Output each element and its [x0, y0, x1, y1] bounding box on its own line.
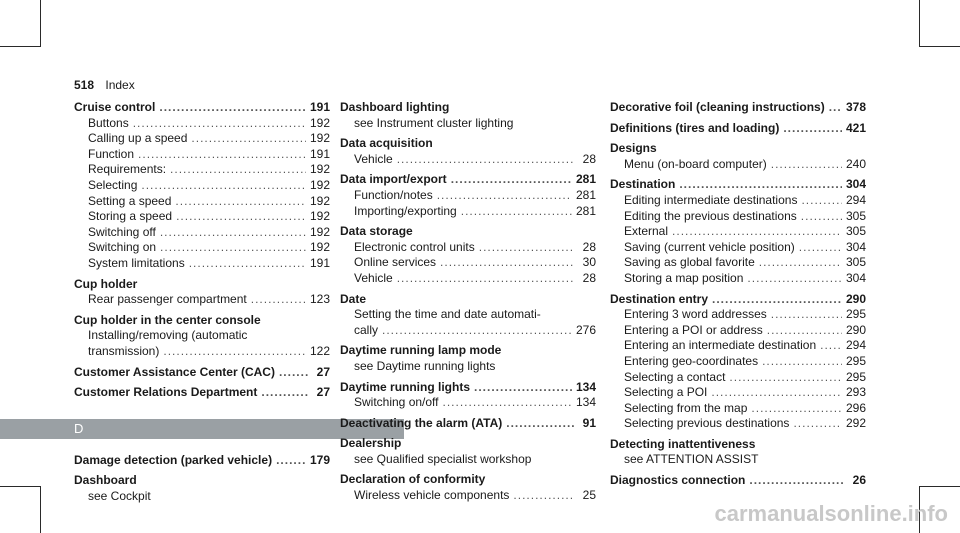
- leader-dots: [170, 162, 306, 178]
- entry-text: Daytime running lights: [340, 379, 471, 394]
- leader-dots: [276, 453, 306, 469]
- entry-text: Saving (current vehicle position): [624, 239, 795, 254]
- crop-mark: [919, 46, 960, 47]
- leader-dots: [506, 416, 574, 432]
- entry-text: cally: [354, 322, 379, 337]
- entry-text: Selecting a POI: [624, 385, 708, 400]
- page-reference[interactable]: 295: [845, 307, 866, 322]
- index-heading: [610, 141, 866, 157]
- index-column-3: [610, 100, 866, 489]
- page-reference[interactable]: 122: [309, 343, 330, 358]
- entry-text: Data import/export: [340, 172, 447, 187]
- index-subentry: [74, 292, 330, 308]
- leader-dots: [160, 225, 306, 241]
- entry-text: Decorative foil (cleaning instructions): [610, 100, 825, 114]
- leader-dots: [759, 255, 842, 271]
- index-subentry: [610, 271, 866, 287]
- page-reference[interactable]: 378: [845, 100, 866, 114]
- page-reference[interactable]: 28: [582, 270, 596, 285]
- entry-text: see Qualified specialist workshop: [354, 451, 532, 466]
- index-list: [610, 100, 866, 489]
- index-heading: [340, 136, 596, 152]
- index-subentry: [610, 323, 866, 339]
- page-reference[interactable]: 192: [309, 193, 330, 208]
- page-reference[interactable]: 134: [575, 395, 596, 410]
- leader-dots: [176, 209, 306, 225]
- entry-text: Storing a map position: [624, 270, 744, 285]
- page-reference[interactable]: 421: [845, 120, 866, 135]
- leader-dots: [133, 116, 306, 132]
- page-reference[interactable]: 28: [582, 151, 596, 166]
- index-heading: [610, 121, 866, 137]
- page-number: 518: [74, 78, 95, 92]
- index-subentry: [610, 370, 866, 386]
- leader-dots: [175, 194, 306, 210]
- index-subentry: [610, 240, 866, 256]
- leader-dots: [751, 401, 842, 417]
- entry-text: Wireless vehicle components: [354, 488, 510, 503]
- page-reference[interactable]: 191: [309, 146, 330, 161]
- page-reference[interactable]: 295: [845, 369, 866, 384]
- page-reference[interactable]: 281: [575, 203, 596, 218]
- index-subentry: [74, 147, 330, 163]
- index-subentry: [610, 157, 866, 173]
- leader-dots: [771, 157, 842, 173]
- leader-dots: [479, 240, 574, 256]
- entry-text: see ATTENTION ASSIST: [624, 452, 759, 467]
- index-subentry: [340, 359, 596, 375]
- page-reference[interactable]: 304: [845, 270, 866, 285]
- entry-text: Destination: [610, 177, 676, 192]
- crop-mark: [0, 486, 41, 487]
- leader-dots: [711, 385, 842, 401]
- leader-dots: [799, 240, 842, 256]
- crop-mark: [919, 0, 920, 47]
- page-reference[interactable]: 240: [845, 156, 866, 171]
- entry-text: Data storage: [340, 224, 413, 239]
- entry-text: Destination entry: [610, 291, 709, 306]
- index-subentry: [610, 452, 866, 468]
- entry-text: Entering an intermediate destination: [624, 338, 817, 353]
- index-subentry: [74, 328, 330, 344]
- page-reference[interactable]: 27: [316, 364, 330, 379]
- leader-dots: [261, 385, 308, 401]
- index-list: [74, 100, 330, 401]
- entry-text: Function: [88, 146, 135, 161]
- page-reference[interactable]: 191: [309, 100, 330, 114]
- entry-text: Entering 3 word addresses: [624, 307, 767, 322]
- leader-dots: [451, 172, 572, 188]
- leader-dots: [440, 255, 574, 271]
- index-heading: [610, 292, 866, 308]
- entry-text: Cup holder in the center console: [74, 312, 261, 327]
- leader-dots: [749, 473, 844, 489]
- index-heading: [74, 100, 330, 116]
- entry-text: transmission): [88, 343, 160, 358]
- entry-text: see Instrument cluster lighting: [354, 115, 514, 130]
- index-subentry: [340, 116, 596, 132]
- index-subentry: [74, 162, 330, 178]
- entry-text: Buttons: [88, 115, 129, 130]
- index-subentry: [610, 385, 866, 401]
- page-reference[interactable]: 276: [575, 322, 596, 337]
- entry-text: Daytime running lamp mode: [340, 343, 502, 358]
- leader-dots: [251, 292, 306, 308]
- index-subentry: [610, 307, 866, 323]
- page-reference[interactable]: 192: [309, 115, 330, 130]
- entry-text: Calling up a speed: [88, 131, 188, 146]
- watermark: carmanualsonline.info: [714, 501, 948, 526]
- page-reference[interactable]: 304: [845, 177, 866, 192]
- entry-text: External: [624, 224, 669, 239]
- entry-text: Damage detection (parked vehicle): [74, 452, 273, 467]
- entry-text: Setting the time and date automati-: [354, 307, 541, 322]
- leader-dots: [801, 193, 842, 209]
- entry-text: Selecting previous destinations: [624, 416, 790, 431]
- page-reference[interactable]: 281: [575, 187, 596, 202]
- entry-text: Installing/removing (automatic: [88, 328, 248, 343]
- leader-dots: [672, 224, 842, 240]
- entry-text: Detecting inattentiveness: [610, 436, 756, 451]
- leader-dots: [189, 256, 306, 272]
- entry-text: Dashboard: [74, 473, 137, 488]
- page-reference[interactable]: 28: [582, 239, 596, 254]
- index-heading: [340, 416, 596, 432]
- crop-mark: [40, 486, 41, 533]
- entry-text: Definitions (tires and loading): [610, 120, 780, 135]
- page-reference[interactable]: 192: [309, 224, 330, 239]
- index-subentry: [610, 209, 866, 225]
- index-subentry: [74, 116, 330, 132]
- entry-text: Importing/exporting: [354, 203, 457, 218]
- leader-dots: [747, 271, 842, 287]
- index-subentry: [74, 240, 330, 256]
- leader-dots: [801, 209, 842, 225]
- entry-text: Cup holder: [74, 276, 138, 291]
- leader-dots: [382, 323, 572, 339]
- entry-text: see Daytime running lights: [354, 358, 496, 373]
- entry-text: Requirements:: [88, 162, 167, 177]
- page-reference[interactable]: 191: [309, 255, 330, 270]
- leader-dots: [159, 100, 306, 116]
- leader-dots: [191, 131, 306, 147]
- entry-text: Online services: [354, 255, 437, 270]
- leader-dots: [767, 323, 842, 339]
- entry-text: Cruise control: [74, 100, 156, 114]
- entry-text: Customer Relations Department: [74, 385, 258, 400]
- index-subentry: [74, 225, 330, 241]
- leader-dots: [141, 178, 306, 194]
- entry-text: Entering geo-coordinates: [624, 353, 759, 368]
- index-subentry: [610, 193, 866, 209]
- index-heading: [610, 177, 866, 193]
- entry-text: Function/notes: [354, 187, 433, 202]
- index-heading: [340, 343, 596, 359]
- page-reference[interactable]: 294: [845, 192, 866, 207]
- index-heading: [74, 453, 330, 469]
- page-reference[interactable]: 281: [575, 172, 596, 187]
- entry-text: Menu (on-board computer): [624, 156, 767, 171]
- index-subentry: [340, 188, 596, 204]
- entry-text: Dealership: [340, 436, 402, 451]
- page-reference[interactable]: 304: [845, 239, 866, 254]
- page-reference[interactable]: 192: [309, 209, 330, 224]
- entry-text: Editing the previous destinations: [624, 208, 797, 223]
- page-reference[interactable]: 27: [316, 385, 330, 400]
- index-subentry: [610, 224, 866, 240]
- entry-text: Storing a speed: [88, 209, 173, 224]
- entry-text: Switching on: [88, 240, 157, 255]
- index-subentry: [340, 255, 596, 271]
- entry-text: Customer Assistance Center (CAC): [74, 364, 275, 379]
- index-subentry: [610, 338, 866, 354]
- index-heading: [74, 473, 330, 489]
- entry-text: see Cockpit: [88, 488, 151, 503]
- page-reference[interactable]: 293: [845, 385, 866, 400]
- index-subentry: [610, 416, 866, 432]
- entry-text: Selecting a contact: [624, 369, 726, 384]
- page-reference[interactable]: 296: [845, 400, 866, 415]
- page-header: [74, 78, 135, 92]
- leader-dots: [163, 344, 306, 360]
- index-subentry: [74, 344, 330, 360]
- page-reference[interactable]: 294: [845, 338, 866, 353]
- index-subentry: [74, 178, 330, 194]
- index-subentry: [74, 194, 330, 210]
- leader-dots: [160, 240, 306, 256]
- leader-dots: [397, 152, 574, 168]
- index-heading: [340, 472, 596, 488]
- leader-dots: [829, 100, 842, 116]
- entry-text: System limitations: [88, 255, 185, 270]
- index-heading: [74, 365, 330, 381]
- page-reference[interactable]: 192: [309, 162, 330, 177]
- index-heading: [340, 292, 596, 308]
- leader-dots: [820, 338, 842, 354]
- entry-text: Rear passenger compartment: [88, 292, 247, 307]
- index-subentry: [340, 307, 596, 323]
- index-subentry: [340, 323, 596, 339]
- index-heading: [340, 172, 596, 188]
- entry-text: Selecting from the map: [624, 400, 748, 415]
- entry-text: Data acquisition: [340, 136, 433, 151]
- leader-dots: [712, 292, 842, 308]
- entry-text: Declaration of conformity: [340, 472, 486, 487]
- crop-mark: [0, 46, 41, 47]
- letter-divider: D: [0, 419, 404, 439]
- entry-text: Saving as global favorite: [624, 255, 755, 270]
- crop-mark: [40, 0, 41, 47]
- leader-dots: [679, 177, 842, 193]
- page-reference[interactable]: 25: [582, 488, 596, 503]
- page-reference[interactable]: 305: [845, 224, 866, 239]
- index-subentry: [74, 489, 330, 505]
- index-subentry: [340, 395, 596, 411]
- entry-text: Selecting: [88, 177, 138, 192]
- index-column-2: [340, 100, 596, 504]
- index-subentry: [340, 240, 596, 256]
- leader-dots: [513, 488, 574, 504]
- index-subentry: [340, 271, 596, 287]
- index-subentry: [610, 401, 866, 417]
- index-heading: [340, 100, 596, 116]
- entry-text: Vehicle: [354, 270, 393, 285]
- leader-dots: [771, 307, 842, 323]
- entry-text: Switching on/off: [354, 395, 439, 410]
- page-reference[interactable]: 179: [309, 452, 330, 467]
- index-heading: [340, 380, 596, 396]
- index-subentry: [610, 255, 866, 271]
- leader-dots: [793, 416, 842, 432]
- section-title: Index: [105, 78, 135, 92]
- entry-text: Diagnostics connection: [610, 473, 746, 488]
- entry-text: Vehicle: [354, 151, 393, 166]
- leader-dots: [138, 147, 306, 163]
- leader-dots: [474, 380, 572, 396]
- entry-text: Deactivating the alarm (ATA): [340, 415, 503, 430]
- page-reference[interactable]: 192: [309, 240, 330, 255]
- index-subentry: [74, 209, 330, 225]
- leader-dots: [729, 370, 842, 386]
- page-reference[interactable]: 192: [309, 131, 330, 146]
- index-heading: [340, 224, 596, 240]
- entry-text: Designs: [610, 141, 657, 156]
- index-list: [340, 100, 596, 504]
- page-reference[interactable]: 305: [845, 255, 866, 270]
- page-reference[interactable]: 290: [845, 291, 866, 306]
- entry-text: Setting a speed: [88, 193, 172, 208]
- leader-dots: [279, 365, 308, 381]
- index-subentry: [74, 131, 330, 147]
- index-heading: [610, 473, 866, 489]
- entry-text: Date: [340, 291, 367, 306]
- index-heading: [610, 100, 866, 116]
- index-subentry: [340, 152, 596, 168]
- entry-text: Switching off: [88, 224, 156, 239]
- leader-dots: [443, 395, 572, 411]
- entry-text: Editing intermediate destinations: [624, 192, 798, 207]
- leader-dots: [783, 121, 842, 137]
- index-heading: [74, 313, 330, 329]
- index-subentry: [340, 488, 596, 504]
- index-subentry: [340, 204, 596, 220]
- page-reference[interactable]: 292: [845, 416, 866, 431]
- index-subentry: [610, 354, 866, 370]
- page-reference[interactable]: 91: [582, 415, 596, 430]
- page-reference[interactable]: 26: [852, 473, 866, 488]
- crop-mark: [919, 486, 960, 487]
- entry-text: Electronic control units: [354, 239, 475, 254]
- page-reference[interactable]: 290: [845, 322, 866, 337]
- index-column-1: [74, 100, 330, 504]
- index-heading: [610, 437, 866, 453]
- leader-dots: [762, 354, 842, 370]
- index-subentry: [340, 452, 596, 468]
- index-heading: [74, 277, 330, 293]
- page-reference[interactable]: 123: [309, 292, 330, 307]
- page-reference[interactable]: 134: [575, 379, 596, 394]
- leader-dots: [397, 271, 574, 287]
- page-reference[interactable]: 305: [845, 208, 866, 223]
- leader-dots: [461, 204, 572, 220]
- entry-text: Dashboard lighting: [340, 100, 450, 114]
- index-subentry: [74, 256, 330, 272]
- page-reference[interactable]: 192: [309, 177, 330, 192]
- index-heading: [74, 385, 330, 401]
- index-heading: [340, 436, 596, 452]
- leader-dots: [437, 188, 572, 204]
- entry-text: Entering a POI or address: [624, 322, 763, 337]
- index-list: [74, 453, 330, 505]
- page-reference[interactable]: 30: [582, 255, 596, 270]
- page-reference[interactable]: 295: [845, 353, 866, 368]
